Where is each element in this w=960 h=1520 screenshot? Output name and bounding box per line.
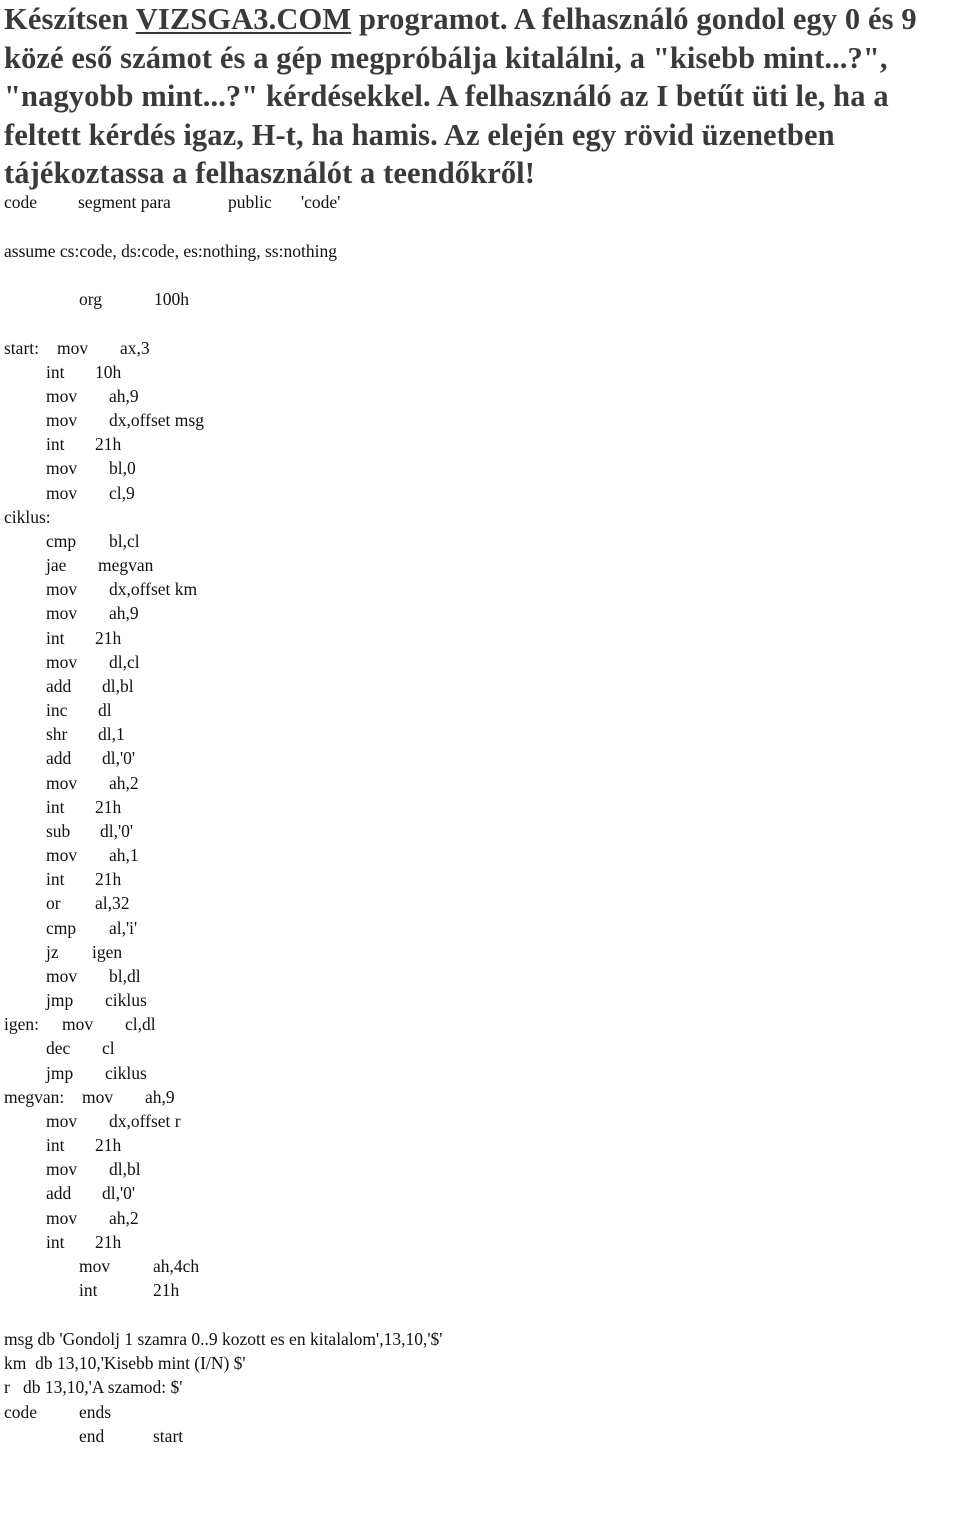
code-op: mov (46, 1208, 78, 1228)
code-op: inc (46, 700, 68, 720)
code-arg: dx,offset km (109, 579, 198, 599)
code-op: mov (46, 652, 78, 672)
code-op: mov (46, 1159, 78, 1179)
org-keyword: org (79, 289, 103, 309)
code-arg: 10h (95, 362, 122, 382)
code-arg: megvan (98, 555, 154, 575)
code-op: int (46, 869, 65, 889)
segment-class: 'code' (301, 192, 341, 212)
code-op: mov (57, 338, 89, 358)
code-arg: dl (98, 700, 112, 720)
code-op: jmp (46, 1063, 74, 1083)
code-op: int (46, 434, 65, 454)
code-op: jmp (46, 990, 74, 1010)
code-op: mov (46, 773, 78, 793)
org-line (4, 287, 189, 311)
code-arg: bl,dl (109, 966, 141, 986)
ciklus-label: ciklus: (4, 507, 51, 527)
code-op: mov (46, 458, 78, 478)
code-op: int (46, 362, 65, 382)
code-arg: dl,cl (109, 652, 140, 672)
code-arg: bl,0 (109, 458, 136, 478)
code-op: int (79, 1280, 98, 1300)
code-op: mov (46, 410, 78, 430)
code-op: int (46, 1135, 65, 1155)
code-op: sub (46, 821, 71, 841)
code-arg: dl,bl (109, 1159, 141, 1179)
program-name: VIZSGA3.COM (135, 2, 352, 36)
code-arg: 21h (95, 628, 122, 648)
ends-keyword: ends (79, 1402, 112, 1422)
code-arg: ah,4ch (153, 1256, 200, 1276)
code-op: shr (46, 724, 68, 744)
code-arg: dx,offset r (109, 1111, 181, 1131)
code-arg: 21h (153, 1280, 180, 1300)
ends-line (4, 1400, 112, 1424)
code-arg: dx,offset msg (109, 410, 204, 430)
data-definition: r db 13,10,'A szamod: $' (4, 1377, 183, 1397)
megvan-label: megvan: (4, 1087, 65, 1107)
start-label: start: (4, 338, 39, 358)
segment-line (4, 190, 341, 214)
code-arg: cl,9 (109, 483, 135, 503)
code-arg: dl,'0' (100, 821, 134, 841)
code-op: cmp (46, 918, 77, 938)
code-op: jz (46, 942, 59, 962)
code-op: int (46, 797, 65, 817)
end-line (4, 1424, 184, 1448)
code-op: add (46, 676, 72, 696)
code-arg: ciklus (105, 1063, 147, 1083)
code-arg: ciklus (105, 990, 147, 1010)
code-arg: cl,dl (125, 1014, 156, 1034)
start-line (4, 336, 150, 360)
code-op: mov (46, 386, 78, 406)
code-op: dec (46, 1038, 71, 1058)
code-op: int (46, 628, 65, 648)
code-arg: ah,2 (109, 1208, 139, 1228)
code-op: mov (46, 483, 78, 503)
code-op: mov (46, 966, 78, 986)
code-op: jae (46, 555, 67, 575)
segment-public: public (228, 192, 272, 212)
code-op: mov (46, 579, 78, 599)
code-arg: ah,9 (145, 1087, 175, 1107)
code-arg: dl,bl (102, 676, 134, 696)
segment-keyword: segment para (78, 192, 171, 212)
code-arg: al,'i' (109, 918, 138, 938)
code-arg: al,32 (95, 893, 130, 913)
code-arg: 21h (95, 1232, 122, 1252)
assume-line (4, 239, 337, 263)
code-arg: 21h (95, 1135, 122, 1155)
code-op: add (46, 1183, 72, 1203)
code-arg: dl,'0' (102, 1183, 136, 1203)
code-op: mov (62, 1014, 94, 1034)
code-arg: 21h (95, 869, 122, 889)
code-arg: dl,1 (98, 724, 125, 744)
code-arg: ah,9 (109, 386, 139, 406)
code-op: mov (46, 603, 78, 623)
code-op: add (46, 748, 72, 768)
code-op: or (46, 893, 61, 913)
code-op: mov (79, 1256, 111, 1276)
code-op: cmp (46, 531, 77, 551)
heading-text-1: Készítsen (4, 2, 136, 36)
code-arg: dl,'0' (102, 748, 136, 768)
code-op: mov (82, 1087, 114, 1107)
code-arg: 21h (95, 434, 122, 454)
code-arg: ah,2 (109, 773, 139, 793)
heading-text-2: programot. A felhasználó gondol egy 0 és 9 közé eső számot és a gép megpróbálja kitalálni, a "kisebb mint...?", "nagyobb mint...?" kérdésekkel. A felhasználó az I betűt üti le, ha a feltett kérdés igaz, H-t, ha hamis. Az elején egy rövid üzenetben tájékoztassa a felhasználót a teendőkről! (4, 2, 917, 190)
code-arg: igen (92, 942, 123, 962)
code-arg: bl,cl (109, 531, 140, 551)
code-arg: cl (102, 1038, 115, 1058)
assume-text: assume cs:code, ds:code, es:nothing, ss:nothing (4, 241, 337, 261)
data-definition: msg db 'Gondolj 1 szamra 0..9 kozott es en kitalalom',13,10,'$' (4, 1329, 443, 1349)
assembly-listing (4, 0, 954, 1450)
code-op: int (46, 1232, 65, 1252)
code-op: mov (46, 1111, 78, 1131)
igen-label: igen: (4, 1014, 39, 1034)
segment-name: code (4, 192, 38, 212)
code-arg: ah,1 (109, 845, 139, 865)
code-arg: ah,9 (109, 603, 139, 623)
code-arg: 21h (95, 797, 122, 817)
ends-segment-name: code (4, 1402, 38, 1422)
code-arg: ax,3 (120, 338, 150, 358)
end-entry: start (153, 1426, 184, 1446)
end-keyword: end (79, 1426, 105, 1446)
data-definition: km db 13,10,'Kisebb mint (I/N) $' (4, 1353, 246, 1373)
org-value: 100h (154, 289, 189, 309)
code-op: mov (46, 845, 78, 865)
